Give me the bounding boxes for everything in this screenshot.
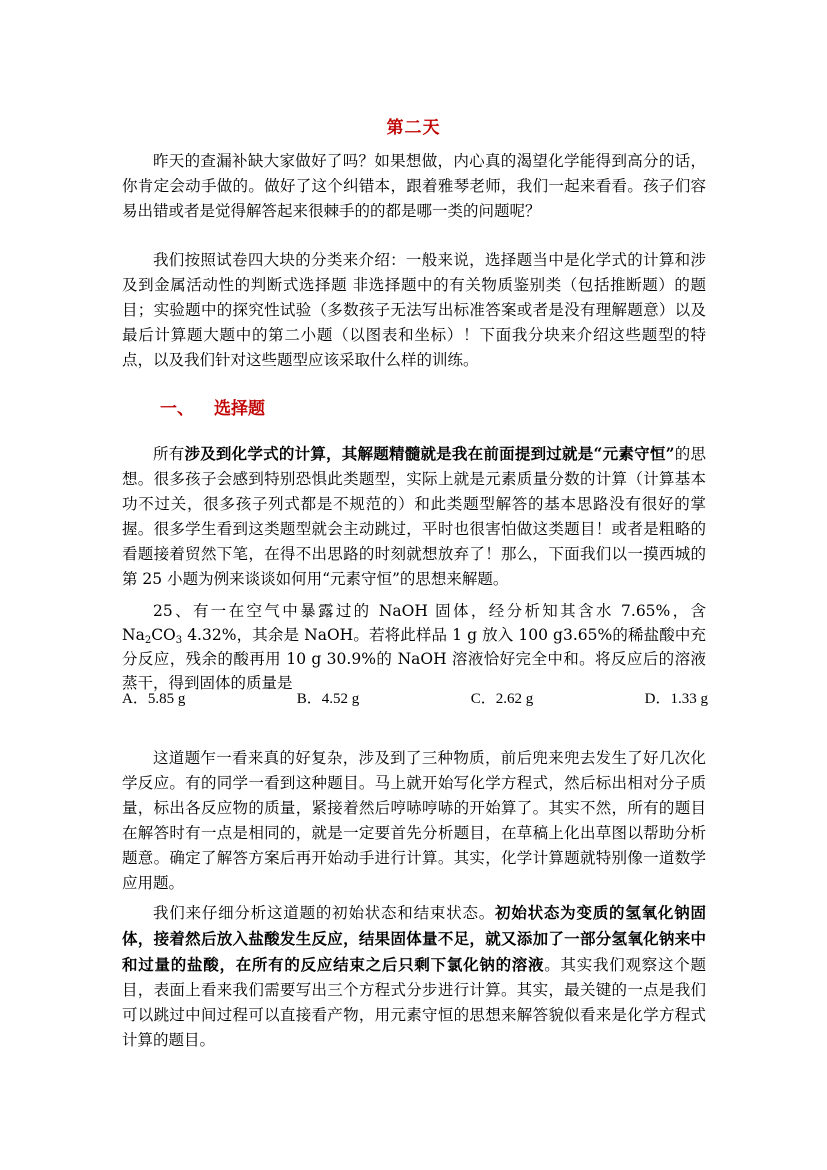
- section-label: 选择题: [214, 399, 265, 419]
- intro-paragraph-1: 昨天的查漏补缺大家做好了吗？如果想做，内心真的渴望化学能得到高分的话，你肯定会动手做的。做好了这个纠错本，跟着雅琴老师，我们一起来看看。孩子们容易出错或者是觉得解答起来很棘手的的都是哪一类的问题呢？: [122, 152, 706, 220]
- section-heading: [160, 394, 265, 419]
- question-25: [122, 599, 706, 695]
- option-a: A．5.85 g: [122, 691, 186, 707]
- p3-bold-text: 涉及到化学式的计算，其解题精髓就是我在前面提到过就是“元素守恒”: [184, 444, 675, 463]
- subscript-3: 3: [175, 635, 183, 646]
- p3-text-c: 的思想。很多孩子会感到特别恐惧此类题型，实际上就是元素质量分数的计算（计算基本功不过关，很多孩子列式都是不规范的）和此类题型解答的基本思路没有很好的掌握。很多学生看到这类题型就会主动跳过，平时也很害怕做这类题目！或者是粗略的看题接着贸然下笔，在得不出思路的时刻就想放弃了！那么，下面我们以一摸西城的第 25 小题为例来谈谈如何用“元素守恒”的思想来解题。: [122, 445, 706, 588]
- paragraph-element-conservation: [122, 441, 706, 592]
- option-d: D．1.33 g: [644, 691, 708, 707]
- p5-bold-text: 初始状态为变质的氢氧化钠固体，接着然后放入盐酸发生反应，结果固体量不足，就又添加了一部分氢氧化钠来中和过量的盐酸，在所有的反应结束之后只剩下氯化钠的溶液: [122, 903, 706, 974]
- paragraph-states: [122, 900, 706, 1053]
- question-text-c: 4.32%，其余是 NaOH。若将此样品 1 g 放入 100 g3.65%的稀盐酸中充分反应，残余的酸再用 10 g 30.9%的 NaOH 溶液恰好完全中和。将反应后的溶液蒸干，得到固体的质量是: [122, 626, 706, 692]
- subscript-2: 2: [144, 635, 152, 646]
- answer-options: [122, 687, 708, 708]
- section-number: 一、: [160, 399, 194, 419]
- question-text-b: CO: [151, 626, 176, 644]
- p3-text-a: 所有: [153, 445, 185, 463]
- option-b: B．4.52 g: [296, 691, 360, 707]
- paragraph-analysis: 这道题乍一看来真的好复杂，涉及到了三种物质，前后兜来兜去发生了好几次化学反应。有的同学一看到这种题目。马上就开始写化学方程式，然后标出相对分子质量，标出各反应物的质量，紧接着然后哼哧哼哧的开始算了。其实不然，所有的题目在解答时有一点是相同的，就是一定要首先分析题目，在草稿上化出草图以帮助分析题意。确定了解答方案后再开始动手进行计算。其实，化学计算题就特别像一道数学应用题。: [122, 749, 706, 892]
- question-text-a: 25、有一在空气中暴露过的 NaOH 固体，经分析知其含水 7.65%，含 Na: [122, 602, 706, 644]
- intro-paragraph-2: 我们按照试卷四大块的分类来介绍：一般来说，选择题当中是化学式的计算和涉及到金属活动性的判断式选择题 非选择题中的有关物质鉴别类（包括推断题）的题目；实验题中的探究性试验（多数孩子无法写出标准答案或者是没有理解题意）以及最后计算题大题中的第二小题（以图表和坐标）！下面我分块来介绍这些题型的特点，以及我们针对这些题型应该采取什么样的训练。: [122, 251, 706, 369]
- option-c: C．2.62 g: [470, 691, 534, 707]
- page-title: 第二天: [386, 118, 441, 138]
- p5-text-c: 。其实我们观察这个题目，表面上看来我们需要写出三个方程式分步进行计算。其实，最关键的一点是我们可以跳过中间过程可以直接看产物，用元素守恒的思想来解答貌似看来是化学方程式计算的题目。: [122, 956, 706, 1049]
- p5-text-a: 我们来仔细分析这道题的初始状态和结束状态。: [153, 904, 496, 922]
